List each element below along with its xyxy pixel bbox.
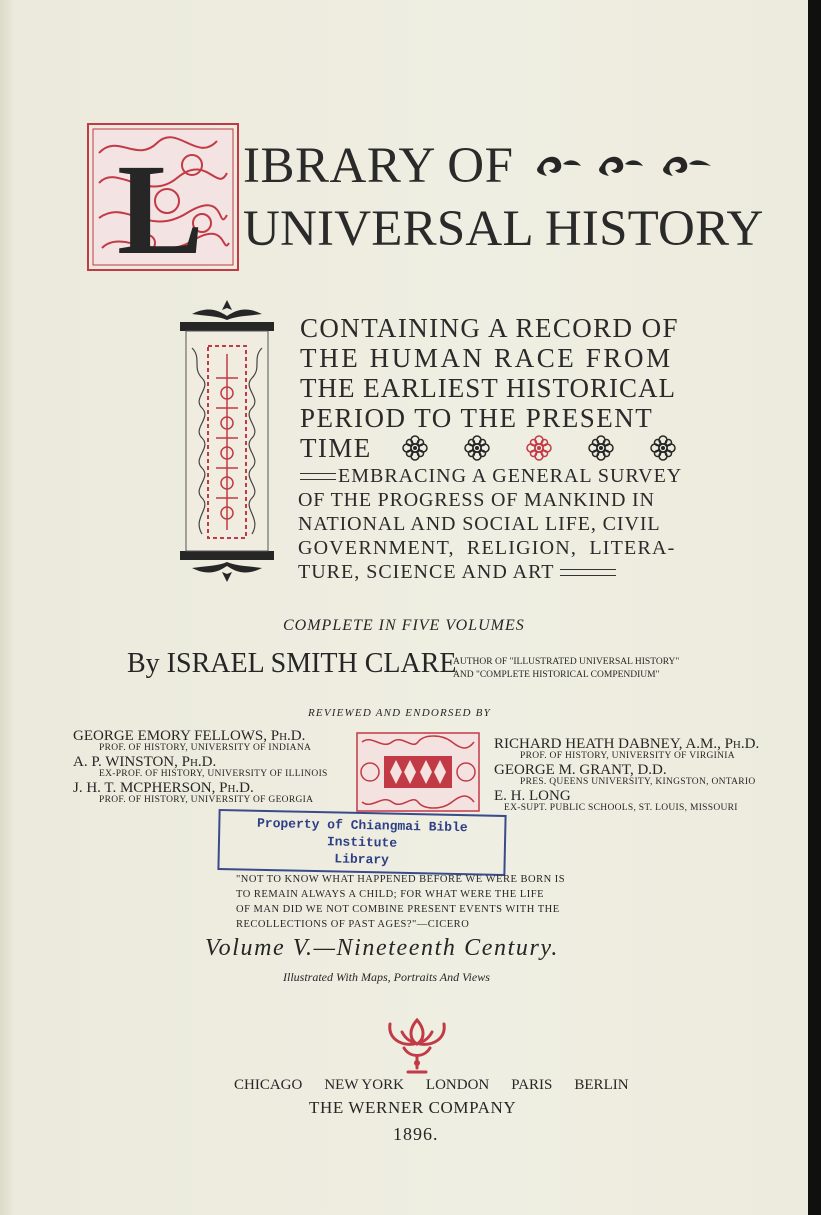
reviewer-entry	[73, 780, 328, 805]
rosette-row	[402, 435, 676, 461]
author-byline: By ISRAEL SMITH CLARE	[127, 648, 457, 679]
reviewer-entry	[494, 736, 759, 761]
embracing-line: GOVERNMENT, RELIGION, LITERA-	[298, 537, 676, 559]
publisher-cities	[234, 1077, 629, 1094]
embracing-line: NATIONAL AND SOCIAL LIFE, CIVIL	[298, 513, 661, 535]
embracing-block	[298, 464, 682, 584]
reviewer-title: EX-PROF. OF HISTORY, UNIVERSITY OF ILLINOIS	[99, 769, 328, 779]
subtitle-block	[300, 313, 679, 463]
floral-panel-ornament	[356, 732, 480, 812]
subtitle-line: CONTAINING A RECORD OF	[300, 313, 679, 343]
quote-line: "NOT TO KNOW WHAT HAPPENED BEFORE WE WERE BORN IS	[236, 874, 566, 885]
reviewer-entry	[494, 788, 759, 813]
reviewer-entry	[73, 754, 328, 779]
rosette-icon	[650, 435, 676, 461]
reviewer-name: GEORGE M. GRANT, D.D.	[494, 762, 667, 778]
reviewers-left	[73, 728, 328, 805]
subtitle-dropcap-ornament	[178, 298, 276, 584]
illustrated-note: Illustrated With Maps, Portraits And Views	[283, 970, 490, 984]
reviewer-title: PROF. OF HISTORY, UNIVERSITY OF GEORGIA	[99, 795, 314, 805]
complete-in-five-volumes: COMPLETE IN FIVE VOLUMES	[283, 617, 525, 634]
subtitle-line: PERIOD TO THE PRESENT	[300, 403, 654, 433]
quote-line: RECOLLECTIONS OF PAST AGES?"—CICERO	[236, 919, 470, 930]
ornamental-initial-L-icon	[87, 123, 239, 271]
ornamental-initial-I-icon	[178, 298, 276, 584]
stamp-line: Property of Chiangmai Bible Institute	[256, 815, 468, 851]
title-dropcap-ornament	[87, 123, 239, 271]
city-name: CHICAGO	[234, 1077, 303, 1093]
stamp-line: Library	[334, 851, 390, 868]
reviewed-by-heading: REVIEWED AND ENDORSED BY	[308, 707, 491, 719]
author-credits	[453, 656, 679, 682]
svg-text:L: L	[117, 138, 204, 271]
reviewer-title: PROF. OF HISTORY, UNIVERSITY OF VIRGINIA	[520, 751, 735, 761]
embracing-line: EMBRACING A GENERAL SURVEY	[338, 465, 683, 487]
rosette-icon	[464, 435, 490, 461]
subtitle-time-row	[300, 433, 679, 463]
reviewer-title: PROF. OF HISTORY, UNIVERSITY OF INDIANA	[99, 743, 312, 753]
title-line-1: IBRARY OF	[243, 138, 514, 194]
reviewer-name: A. P. WINSTON, Ph.D.	[73, 754, 217, 770]
quote-line: TO REMAIN ALWAYS A CHILD; FOR WHAT WERE THE LIFE	[236, 889, 545, 900]
lotus-torch-mark-icon	[384, 1018, 450, 1081]
quote-line: OF MAN DID WE NOT COMBINE PRESENT EVENTS WITH THE	[236, 904, 560, 915]
rosette-icon	[526, 435, 552, 461]
embracing-last-row	[298, 560, 682, 584]
double-rule-divider	[560, 569, 616, 576]
volume-title: Volume V.—Nineteenth Century.	[205, 935, 559, 961]
city-name: PARIS	[511, 1077, 553, 1093]
reviewer-entry	[73, 728, 328, 753]
reviewer-name: E. H. LONG	[494, 788, 571, 804]
reviewer-title: EX-SUPT. PUBLIC SCHOOLS, ST. LOUIS, MISSOURI	[504, 803, 738, 813]
rosette-icon	[588, 435, 614, 461]
embracing-line: TURE, SCIENCE AND ART	[298, 561, 555, 583]
reviewer-entry	[494, 762, 759, 787]
library-stamp	[217, 809, 506, 876]
publisher-company: THE WERNER COMPANY	[309, 1098, 517, 1117]
city-name: LONDON	[425, 1077, 490, 1093]
reviewers-right	[494, 736, 759, 813]
double-rule-divider	[300, 473, 336, 480]
cicero-quote	[236, 872, 565, 932]
reviewer-name: GEORGE EMORY FELLOWS, Ph.D.	[73, 728, 306, 744]
subtitle-line: THE EARLIEST HISTORICAL	[300, 373, 676, 403]
publication-year: 1896.	[393, 1124, 439, 1144]
city-name: NEW YORK	[324, 1077, 404, 1093]
subtitle-line: THE HUMAN RACE FROM	[300, 343, 673, 373]
rosette-icon	[402, 435, 428, 461]
reviewer-title: PRES. QUEENS UNIVERSITY, KINGSTON, ONTARIO	[520, 777, 756, 787]
reviewer-name: RICHARD HEATH DABNEY, A.M., Ph.D.	[494, 736, 760, 752]
city-name: BERLIN	[574, 1077, 629, 1093]
author-credit-line: AND "COMPLETE HISTORICAL COMPENDIUM"	[453, 670, 660, 680]
scroll-flourish-icon	[535, 148, 715, 189]
embracing-line: OF THE PROGRESS OF MANKIND IN	[298, 489, 655, 511]
author-credit-line: AUTHOR OF "ILLUSTRATED UNIVERSAL HISTORY"	[453, 657, 680, 667]
reviewer-name: J. H. T. MCPHERSON, Ph.D.	[73, 780, 254, 796]
title-line-2: UNIVERSAL HISTORY	[243, 201, 764, 257]
subtitle-line: TIME	[300, 433, 372, 463]
embracing-row	[298, 464, 682, 488]
